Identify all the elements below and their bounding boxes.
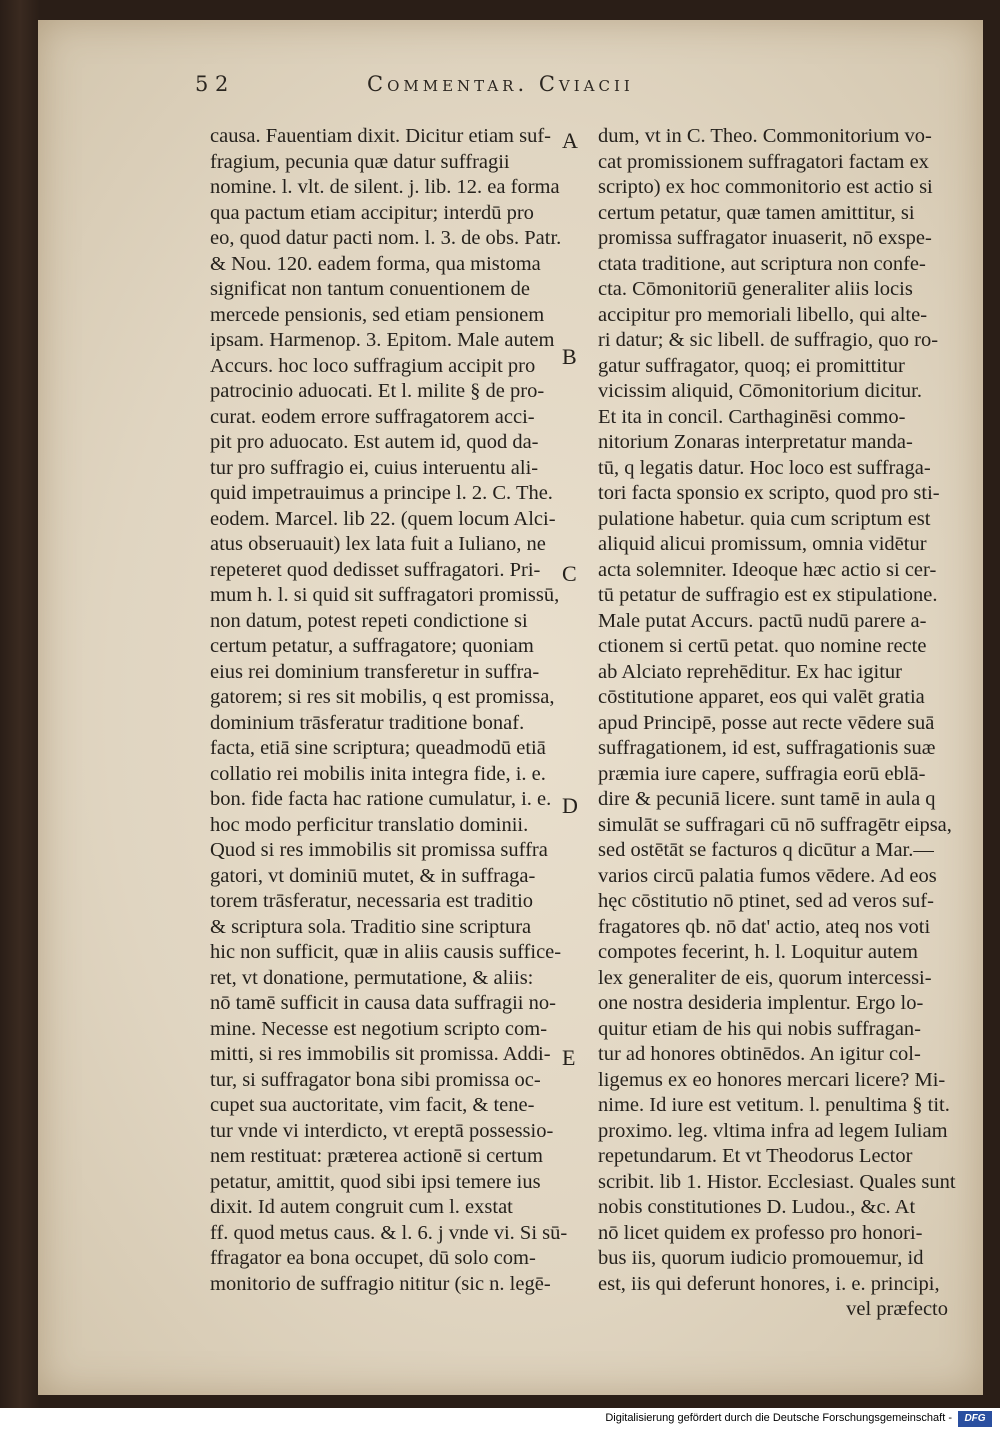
text-line: vicissim aliquid, Cōmonitorium dicitur. (598, 380, 923, 402)
text-line: qua pactum etiam accipitur; interdū pro (210, 201, 534, 224)
text-line: Male putat Accurs. pactū nudū parere a- (598, 609, 927, 632)
text-line: Et ita in concil. Carthaginēsi commo- (598, 405, 906, 428)
text-line: ipsam. Harmenop. 3. Epitom. Male autem (210, 329, 555, 351)
text-line: tū, q legatis datur. Hoc loco est suffraga- (598, 456, 931, 479)
text-line: certum petatur, a suffragatore; quoniam (210, 635, 534, 657)
catchword-line: vel præfecto (846, 1298, 948, 1320)
text-line: Quod si res immobilis sit promissa suffra (210, 839, 548, 861)
text-line: nobis constitutiones D. Ludou., &c. At (598, 1196, 916, 1218)
text-line: ctionem si certū petat. quo nomine recte (598, 635, 927, 657)
text-line: est, iis qui deferunt honores, i. e. principi, (598, 1272, 940, 1295)
text-line: mitti, si res immobilis sit promissa. Addi- (210, 1043, 551, 1065)
text-line: quitur etiam de his qui nobis suffragan- (598, 1017, 922, 1040)
text-line: fragium, pecunia quæ datur suffragii (210, 150, 510, 173)
text-line: eodem. Marcel. lib 22. (quem locum Alci- (210, 507, 556, 530)
text-line: accipitur pro memoriali libello, qui alte- (598, 303, 928, 326)
text-line: suffragationem, id est, suffragationis suæ (598, 737, 936, 759)
text-line: tur vnde vi interdicto, vt ereptā possessio- (210, 1119, 554, 1142)
text-line: bon. fide facta hac ratione cumulatur, i. e. (210, 788, 552, 810)
text-line: nem restituat: præterea actionē si certum (210, 1145, 543, 1167)
text-line: tori facta sponsio ex scripto, quod pro sti- (598, 482, 940, 504)
running-title: Commentar. Cviacii (367, 72, 634, 96)
margin-marker-c: C (562, 561, 577, 586)
text-line: scribit. lib 1. Histor. Ecclesiast. Quales sunt (598, 1170, 956, 1193)
text-line: ret, vt donatione, permutatione, & aliis: (210, 966, 534, 989)
text-line: præmia iure capere, suffragia eorū eblā- (598, 762, 926, 785)
text-line: simulāt se suffragari cū nō suffragētr eipsa, (598, 813, 952, 836)
text-line: tur, si suffragator bona sibi promissa oc- (210, 1068, 541, 1091)
text-line: nō tamē sufficit in causa data suffragii no- (210, 992, 556, 1014)
margin-marker-d: D (562, 793, 578, 818)
text-line: varios circū palatia fumos vēdere. Ad eos (598, 864, 937, 887)
footer-credit-text: Digitalisierung gefördert durch die Deutsche Forschungsgemeinschaft - (605, 1412, 952, 1424)
running-head (195, 72, 935, 108)
text-line: ligemus ex eo honores mercari licere? Mi- (598, 1068, 946, 1091)
text-line: gatorem; si res sit mobilis, q est promissa, (210, 686, 555, 708)
text-line: monitorio de suffragio nititur (sic n. legē- (210, 1272, 551, 1295)
text-line: hęc cōstitutio nō ptinet, sed ad veros suf- (598, 890, 934, 912)
text-line: hoc modo perficitur translatio dominii. (210, 813, 529, 836)
text-line: acta solemniter. Ideoque hæc actio si cer- (598, 558, 937, 581)
text-line: nitorium Zonaras interpretatur manda- (598, 431, 913, 453)
text-line: ab Alciato reprehēditur. Ex hac igitur (598, 660, 902, 683)
text-line: cupet sua auctoritate, vim facit, & tene- (210, 1094, 535, 1116)
text-line: apud Principē, posse aut recte vēdere suā (598, 711, 935, 734)
text-line: mine. Necesse est negotium scripto com- (210, 1017, 548, 1040)
dfg-logo: DFG (958, 1411, 992, 1427)
text-line: repetundarum. Et vt Theodorus Lector (598, 1145, 913, 1167)
text-line: promissa suffragator inuaserit, nō exspe- (598, 227, 932, 249)
text-line: aliquid alicui promissum, omnia vidētur (598, 533, 927, 555)
margin-marker-b: B (562, 344, 577, 369)
text-line: gatur suffragator, quoq; ei promittitur (598, 354, 905, 377)
text-line: collatio rei mobilis inita integra fide, i. e. (210, 762, 546, 785)
text-line: dire & pecuniā licere. sunt tamē in aula q (598, 788, 936, 810)
text-line: & Nou. 120. eadem forma, qua mistoma (210, 252, 541, 275)
text-line: scripto) ex hoc commonitorio est actio si (598, 176, 933, 198)
text-line: ff. quod metus caus. & l. 6. j vnde vi. Si sū- (210, 1221, 568, 1244)
text-line: dum, vt in C. Theo. Commonitorium vo- (598, 125, 932, 147)
text-line: gatori, vt dominiū mutet, & in suffraga- (210, 864, 536, 887)
text-line: proximo. leg. vltima infra ad legem Iuliam (598, 1119, 948, 1142)
text-line: torem trāsferatur, necessaria est traditio (210, 890, 534, 912)
text-line: sed ostētāt se facturos q dicūtur a Mar.— (598, 839, 934, 861)
text-line: tur pro suffragio ei, cuius interuentu ali- (210, 456, 539, 479)
text-line: & scriptura sola. Traditio sine scriptura (210, 915, 532, 938)
text-line: dominium trāsferatur traditione bonaf. (210, 711, 525, 734)
text-line: cōstitutione apparet, eos qui valēt gratia (598, 686, 925, 708)
text-line: dixit. Id autem congruit cum l. exstat (210, 1196, 513, 1218)
text-line: cat promissionem suffragatori factam ex (598, 150, 929, 173)
text-line: nō licet quidem ex professo pro honori- (598, 1221, 923, 1244)
text-line: one nostra desideria implentur. Ergo lo- (598, 992, 924, 1014)
text-line: mercede pensionis, sed etiam pensionem (210, 303, 545, 326)
text-line: compotes fecerint, h. l. Loquitur autem (598, 941, 918, 963)
text-line: cta. Cōmonitoriū generaliter aliis locis (598, 278, 913, 300)
text-line: curat. eodem errore suffragatorem acci- (210, 405, 535, 428)
text-line: bus iis, quorum iudicio promouemur, id (598, 1247, 924, 1269)
digitization-footer (0, 1408, 1000, 1431)
text-line: petatur, amittit, quod sibi ipsi temere ius (210, 1170, 541, 1193)
text-line: pulatione habetur. quia cum scriptum est (598, 507, 931, 530)
text-line: ri datur; & sic libell. de suffragio, quo ro- (598, 329, 939, 351)
left-text-column (210, 124, 570, 1297)
text-line: pit pro aduocato. Est autem id, quod da- (210, 431, 539, 453)
text-line: significat non tantum conuentionem de (210, 278, 530, 300)
margin-marker-a: A (562, 128, 578, 153)
text-line: quid impetrauimus a principe l. 2. C. The. (210, 482, 553, 504)
text-line: eo, quod datur pacti nom. l. 3. de obs. Patr. (210, 227, 562, 249)
text-line: mum h. l. si quid sit suffragatori promissū, (210, 584, 560, 606)
text-line: ctata traditione, aut scriptura non confe- (598, 252, 926, 275)
text-line: patrocinio aduocati. Et l. milite § de pro- (210, 380, 545, 402)
text-line: certum petatur, quæ tamen amittitur, si (598, 201, 915, 224)
text-line: non datum, potest repeti condictione si (210, 609, 528, 632)
text-line: facta, etiā sine scriptura; queadmodū etiā (210, 737, 546, 759)
text-line: fragatores qb. nō dat' actio, ateq nos voti (598, 915, 931, 938)
margin-marker-e: E (562, 1045, 576, 1070)
text-line: ffragator ea bona occupet, dū solo com- (210, 1247, 536, 1269)
text-line: nime. Id iure est vetitum. l. penultima § tit. (598, 1094, 950, 1116)
text-line: Accurs. hoc loco suffragium accipit pro (210, 354, 536, 377)
text-line: tū petatur de suffragio est ex stipulatione. (598, 584, 938, 606)
page-number: 5 2 (195, 72, 229, 96)
text-line: causa. Fauentiam dixit. Dicitur etiam suf- (210, 125, 552, 147)
right-text-column (598, 124, 963, 1323)
text-line: hic non sufficit, quæ in aliis causis suffice- (210, 941, 562, 963)
text-line: tur ad honores obtinēdos. An igitur col- (598, 1043, 921, 1065)
text-line: lex generaliter de eis, quorum intercessi- (598, 966, 932, 989)
text-line: repeteret quod dedisset suffragatori. Pri- (210, 558, 541, 581)
text-line: eius rei dominium transferetur in suffra- (210, 660, 540, 683)
text-line: atus obseruauit) lex lata fuit a Iuliano, ne (210, 533, 546, 555)
text-line: nomine. l. vlt. de silent. j. lib. 12. ea forma (210, 176, 560, 198)
